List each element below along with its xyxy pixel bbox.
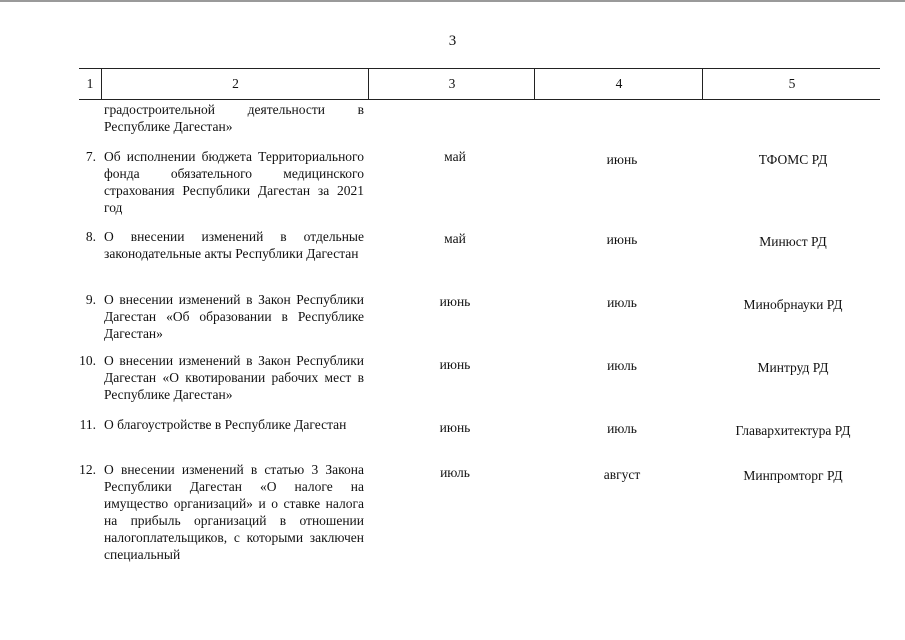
row-number: 7. xyxy=(85,149,96,164)
page-number: 3 xyxy=(448,33,457,49)
table-header xyxy=(79,68,880,100)
row-col5: Минтруд РД xyxy=(757,360,829,375)
row-col5: Главархитектура РД xyxy=(735,423,851,438)
header-col-5: 5 xyxy=(702,69,881,99)
row-col3: июль xyxy=(440,465,470,480)
row-title: О внесении изменений в Закон Республики Дагестан «Об образовании в Республике Дагестан» xyxy=(104,292,364,341)
row-col5: Минюст РД xyxy=(759,234,827,249)
header-col-1: 1 xyxy=(86,76,94,91)
row-col5: Минпромторг РД xyxy=(743,468,843,483)
row-col4: июль xyxy=(607,358,637,373)
row-col4: июль xyxy=(607,421,637,436)
row-col4: июль xyxy=(607,295,637,310)
row-col3: май xyxy=(444,231,466,246)
row-title: О внесении изменений в отдельные законодательные акты Республики Дагестан xyxy=(104,229,364,261)
row-number: 10. xyxy=(79,353,96,368)
row-number: 12. xyxy=(79,462,96,477)
row-title: О благоустройстве в Республике Дагестан xyxy=(104,417,347,432)
row-col4: август xyxy=(603,467,641,482)
row-col3: июнь xyxy=(439,294,471,309)
row-title: О внесении изменений в статью 3 Закона Республики Дагестан «О налоге на имущество организаций» и о ставке налога на прибыль организаций в отношении налогоплательщиков, с которыми заключен специальный xyxy=(104,462,364,562)
row-col4: июнь xyxy=(606,152,638,167)
row-col3: май xyxy=(444,149,466,164)
continuation-text: градостроительной деятельности в Республике Дагестан» xyxy=(104,102,364,134)
header-col-2: 2 xyxy=(101,69,369,99)
row-col5: Минобрнауки РД xyxy=(743,297,843,312)
header-col-3: 3 xyxy=(368,69,535,99)
row-col3: июнь xyxy=(439,357,471,372)
row-col5: ТФОМС РД xyxy=(758,152,828,167)
row-col4: июнь xyxy=(606,232,638,247)
row-number: 8. xyxy=(85,229,96,244)
row-title: О внесении изменений в Закон Республики Дагестан «О квотировании рабочих мест в Республике Дагестан» xyxy=(104,353,364,402)
scan-top-edge xyxy=(0,0,905,2)
row-number: 11. xyxy=(79,417,96,432)
row-col3: июнь xyxy=(439,420,471,435)
row-number: 9. xyxy=(85,292,96,307)
row-title: Об исполнении бюджета Территориального фонда обязательного медицинского страхования Республики Дагестан за 2021 год xyxy=(104,149,364,215)
header-col-4: 4 xyxy=(534,69,703,99)
